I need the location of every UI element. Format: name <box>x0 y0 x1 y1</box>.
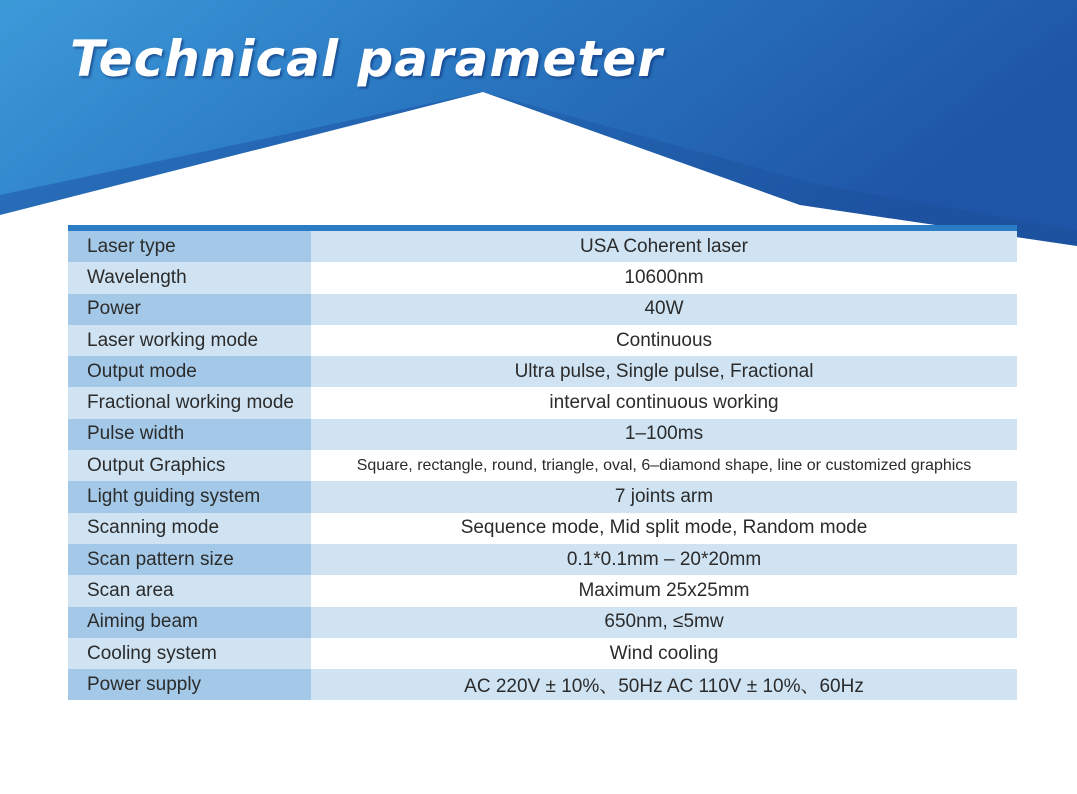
spec-value: 1–100ms <box>311 419 1017 450</box>
table-row <box>68 607 1017 638</box>
spec-value: interval continuous working <box>311 387 1017 418</box>
spec-label: Scan area <box>68 575 311 606</box>
spec-label: Cooling system <box>68 638 311 669</box>
table-row <box>68 387 1017 418</box>
spec-value: 0.1*0.1mm – 20*20mm <box>311 544 1017 575</box>
spec-value: Continuous <box>311 325 1017 356</box>
spec-label: Power supply <box>68 669 311 700</box>
spec-label: Laser type <box>68 231 311 262</box>
table-row <box>68 325 1017 356</box>
table-row <box>68 294 1017 325</box>
spec-label: Laser working mode <box>68 325 311 356</box>
table-row <box>68 450 1017 481</box>
table-row <box>68 575 1017 606</box>
table-row <box>68 513 1017 544</box>
spec-label: Wavelength <box>68 262 311 293</box>
spec-table <box>68 231 1017 700</box>
table-row <box>68 638 1017 669</box>
spec-value: Maximum 25x25mm <box>311 575 1017 606</box>
spec-value: Square, rectangle, round, triangle, oval, 6–diamond shape, line or customized graphics <box>311 450 1017 481</box>
spec-label: Scan pattern size <box>68 544 311 575</box>
spec-value: Wind cooling <box>311 638 1017 669</box>
spec-value: 10600nm <box>311 262 1017 293</box>
spec-label: Power <box>68 294 311 325</box>
page-title: Technical parameter <box>70 30 663 88</box>
spec-label: Output Graphics <box>68 450 311 481</box>
spec-label: Output mode <box>68 356 311 387</box>
spec-label: Fractional working mode <box>68 387 311 418</box>
table-row <box>68 669 1017 700</box>
spec-label: Scanning mode <box>68 513 311 544</box>
table-row <box>68 262 1017 293</box>
table-row <box>68 231 1017 262</box>
spec-label: Aiming beam <box>68 607 311 638</box>
spec-value: 40W <box>311 294 1017 325</box>
spec-value: Sequence mode, Mid split mode, Random mode <box>311 513 1017 544</box>
spec-value: USA Coherent laser <box>311 231 1017 262</box>
spec-value: 650nm, ≤5mw <box>311 607 1017 638</box>
spec-label: Pulse width <box>68 419 311 450</box>
spec-value: Ultra pulse, Single pulse, Fractional <box>311 356 1017 387</box>
spec-value: 7 joints arm <box>311 481 1017 512</box>
spec-label: Light guiding system <box>68 481 311 512</box>
table-row <box>68 419 1017 450</box>
table-row <box>68 544 1017 575</box>
table-row <box>68 481 1017 512</box>
table-row <box>68 356 1017 387</box>
spec-value: AC 220V ± 10%、50Hz AC 110V ± 10%、60Hz <box>311 669 1017 700</box>
